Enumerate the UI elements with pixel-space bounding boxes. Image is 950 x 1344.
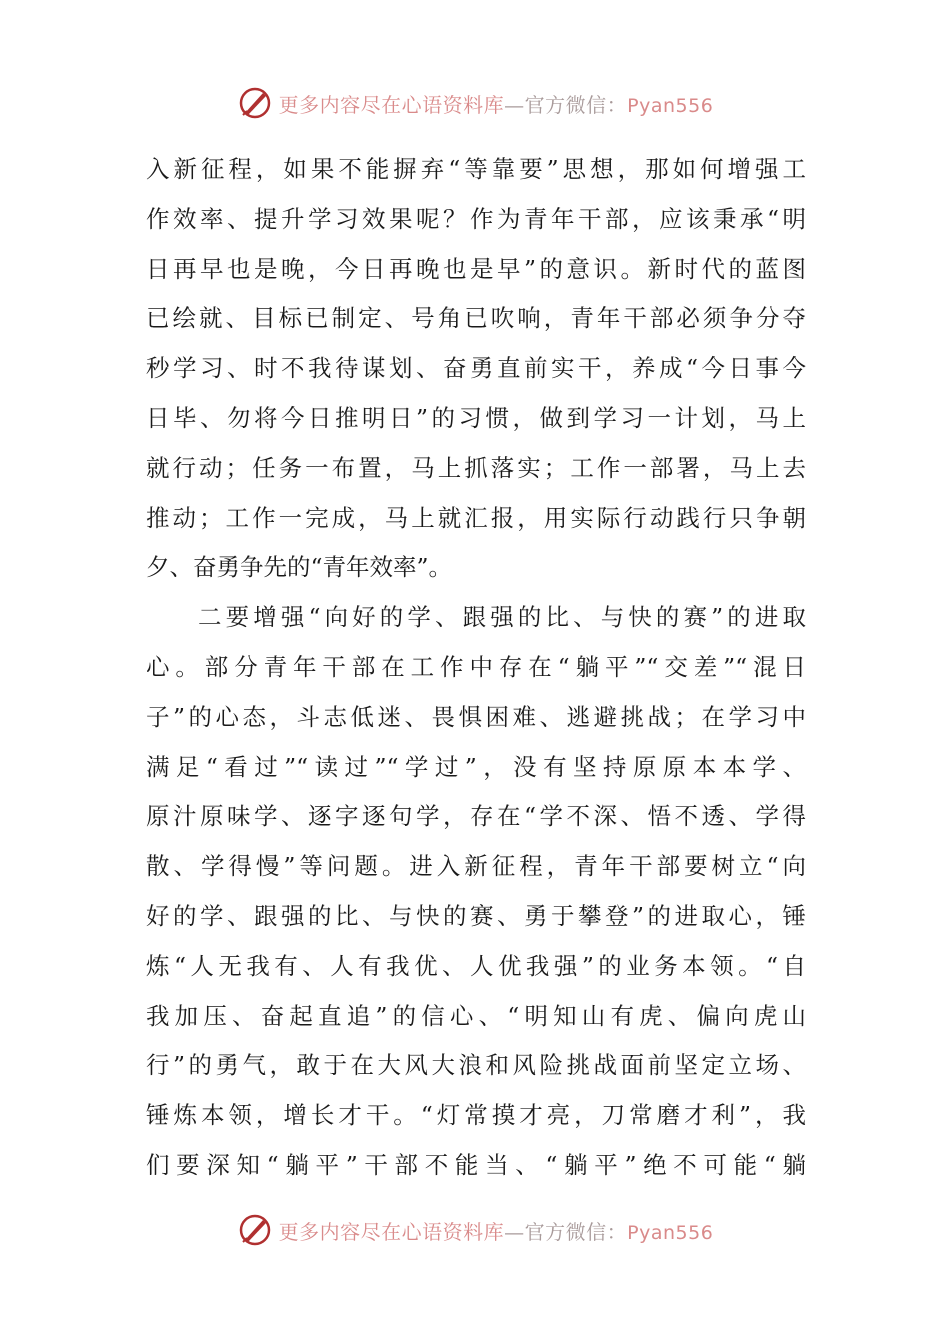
banner-wechat-id: Pyan556 [627,1221,714,1244]
text-line: 秒学习、时不我待谋划、奋勇直前实干，养成“今日事今 [146,354,806,383]
text-line: 子”的心态，斗志低迷、畏惧困难、逃避挑战；在学习中 [146,702,806,731]
banner-wechat-id: Pyan556 [627,94,714,117]
text-line: 满足“看过”“读过”“学过”，没有坚持原原本本学、 [146,752,806,781]
text-line: 们要深知“躺平”干部不能当、“躺平”绝不可能“躺 [146,1150,806,1179]
quill-logo-icon [237,1212,273,1248]
text-line: 日毕、勿将今日推明日”的习惯，做到学习一计划，马上 [146,403,806,432]
text-line: 日再早也是晚，今日再晚也是早”的意识。新时代的蓝图 [146,254,806,283]
text-line: 锤炼本领，增长才干。“灯常摸才亮，刀常磨才利”，我 [146,1101,806,1130]
text-line: 二要增强“向好的学、跟强的比、与快的赛”的进取 [198,603,806,632]
banner-wechat-label: —官方微信： [504,1219,628,1244]
text-line: 好的学、跟强的比、与快的赛、勇于攀登”的进取心，锤 [146,901,806,930]
text-line: 行”的勇气，敢于在大风大浪和风险挑战面前坚定立场、 [146,1051,806,1080]
text-line: 作效率、提升学习效果呢？作为青年干部，应该秉承“明 [146,204,806,233]
text-line: 我加压、奋起直追”的信心、“明知山有虎、偏向虎山 [146,1001,806,1030]
text-line: 已绘就、目标已制定、号角已吹响，青年干部必须争分夺 [146,304,806,333]
footer-banner [0,1210,950,1250]
document-body [146,145,806,1191]
text-line: 就行动；任务一布置，马上抓落实；工作一部署，马上去 [146,453,806,482]
text-line: 原汁原味学、逐字逐句学，存在“学不深、悟不透、学得 [146,802,806,831]
banner-site-name: 更多内容尽在心语资料库 [278,1219,505,1244]
text-line: 夕、奋勇争先的“青年效率”。 [146,553,453,582]
text-line: 入新征程，如果不能摒弃“等靠要”思想，那如何增强工 [146,155,806,183]
text-line: 心。部分青年干部在工作中存在“躺平”“交差”“混日 [146,652,806,681]
quill-logo-icon [237,85,273,121]
header-banner [0,83,950,123]
text-line: 散、学得慢”等问题。进入新征程，青年干部要树立“向 [146,852,806,881]
text-line: 推动；工作一完成，马上就汇报，用实际行动践行只争朝 [146,503,806,532]
banner-wechat-label: —官方微信： [504,92,628,117]
text-line: 炼“人无我有、人有我优、人优我强”的业务本领。“自 [146,951,806,980]
banner-site-name: 更多内容尽在心语资料库 [278,92,505,117]
